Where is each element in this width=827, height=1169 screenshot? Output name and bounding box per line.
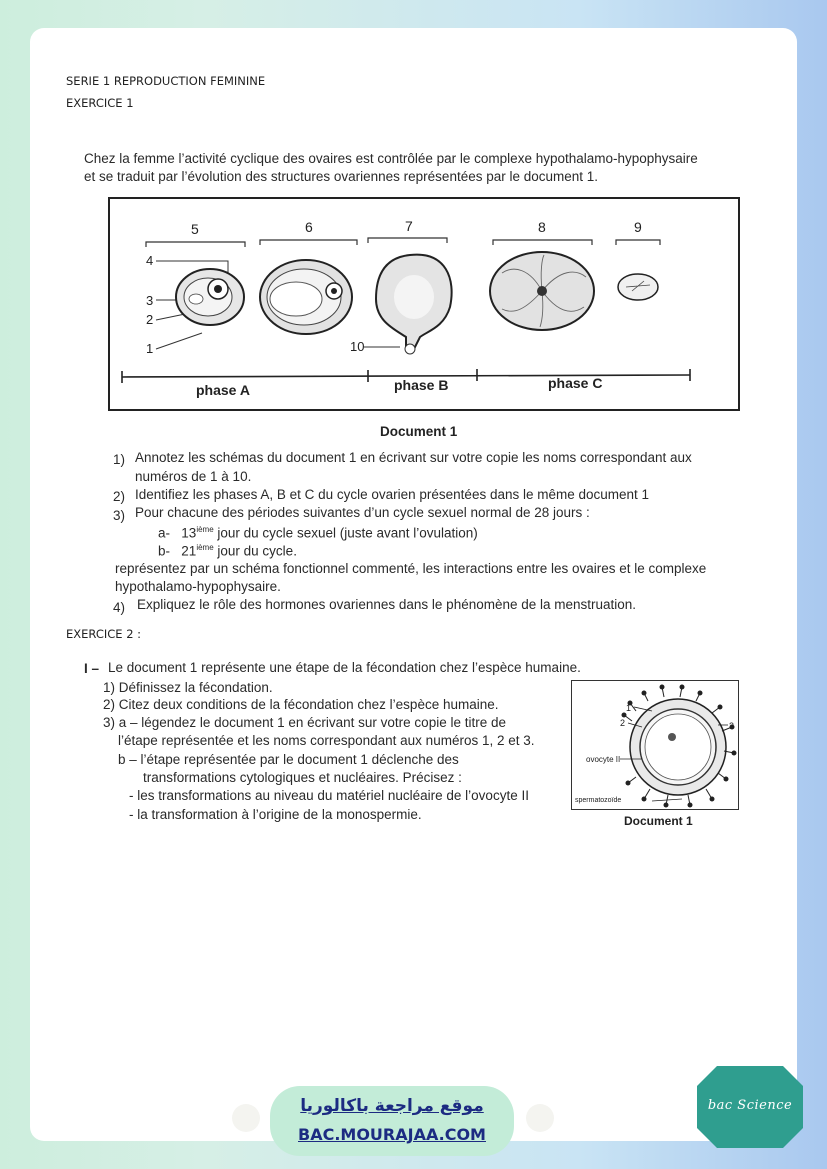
fertilization-drawing xyxy=(572,681,737,808)
ex2-part-label: I – xyxy=(84,661,100,676)
q3b-day: 21 xyxy=(181,543,197,559)
badge-text: bac Science xyxy=(707,1098,793,1113)
ex2-q3a-line2: l’étape représentée et les noms correspondant aux numéros 1, 2 et 3. xyxy=(118,733,535,748)
doc2-title: Document 1 xyxy=(624,814,693,828)
ex2-q1: 1) Définissez la fécondation. xyxy=(103,680,273,695)
series-title: SERIE 1 REPRODUCTION FEMININE xyxy=(66,74,266,88)
ex1-intro-line2: et se traduit par l’évolution des structures ovariennes représentées par le document 1. xyxy=(84,169,599,184)
q4-text: Expliquez le rôle des hormones ovariennes dans le phénomène de la menstruation. xyxy=(137,597,637,612)
q3b-text: jour du cycle. xyxy=(213,543,297,559)
ex2-q2: 2) Citez deux conditions de la fécondation chez l’espèce humaine. xyxy=(103,697,499,712)
q1-line1: Annotez les schémas du document 1 en écrivant sur votre copie les noms correspondant aux xyxy=(135,450,692,465)
ex2-q3b-item1: - les transformations au niveau du matériel nucléaire de l’ovocyte II xyxy=(129,788,529,803)
fert-label-1: 1 xyxy=(626,703,632,713)
q1-number: 1) xyxy=(113,452,126,467)
label-1: 1 xyxy=(146,341,154,356)
footer-site-link[interactable]: BAC.MOURAJAA.COM xyxy=(298,1125,486,1144)
doc1-title: Document 1 xyxy=(380,424,458,439)
q3-text: Pour chacune des périodes suivantes d’un cycle sexuel normal de 28 jours : xyxy=(135,505,590,520)
q2-text: Identifiez les phases A, B et C du cycle ovarien présentées dans le même document 1 xyxy=(135,487,650,502)
q3a-prefix: a- xyxy=(158,525,171,541)
ex1-intro-line1: Chez la femme l’activité cyclique des ovaires est contrôlée par le complexe hypothalamo-hypophysaire xyxy=(84,151,698,166)
q3b-sup: ième xyxy=(196,543,214,552)
label-6: 6 xyxy=(305,219,313,235)
logo-right-icon xyxy=(526,1104,554,1132)
follicle-6 xyxy=(260,260,352,334)
corpus-luteum-8 xyxy=(490,252,594,330)
ovulating-follicle-7 xyxy=(376,255,452,354)
footer-arabic-link[interactable]: موقع مراجعة باكالوريا xyxy=(300,1096,484,1116)
corpus-albicans-9 xyxy=(618,274,658,300)
q3a-sup: ième xyxy=(196,525,214,534)
label-10: 10 xyxy=(350,339,365,354)
phase-c-label: phase C xyxy=(548,375,603,391)
phase-b-label: phase B xyxy=(394,377,449,393)
exercise-1-heading: EXERCICE 1 xyxy=(66,96,134,110)
ex2-intro: Le document 1 représente une étape de la fécondation chez l’espèce humaine. xyxy=(108,660,581,675)
q3-number: 3) xyxy=(113,508,126,523)
label-3: 3 xyxy=(146,293,154,308)
ex2-q3b-item2: - la transformation à l’origine de la monospermie. xyxy=(129,807,422,822)
q3b-prefix: b- xyxy=(158,543,171,559)
label-2: 2 xyxy=(146,312,154,327)
ovarian-cycle-figure xyxy=(108,197,740,411)
fert-label-3: 3 xyxy=(729,721,735,731)
follicle-5 xyxy=(176,269,244,325)
ex2-q3a-line1: 3) a – légendez le document 1 en écrivant sur votre copie le titre de xyxy=(103,715,506,730)
label-8: 8 xyxy=(538,219,546,235)
label-9: 9 xyxy=(634,219,642,235)
q3a-text: jour du cycle sexuel (juste avant l’ovulation) xyxy=(213,525,478,541)
q3a-day: 13 xyxy=(181,525,197,541)
oocyte-label: ovocyte II xyxy=(586,755,621,764)
fertilization-figure xyxy=(571,680,739,810)
label-5: 5 xyxy=(191,221,199,237)
q3a xyxy=(158,525,478,541)
q4-number: 4) xyxy=(113,600,126,615)
q2-number: 2) xyxy=(113,489,126,504)
label-4: 4 xyxy=(146,253,154,268)
sperm-label: spermatozoïde xyxy=(575,797,622,804)
fert-label-2: 2 xyxy=(620,718,626,728)
ex2-q3b-line1: b – l’étape représentée par le document 1 déclenche des xyxy=(118,752,459,767)
q3-cont-line1: représentez par un schéma fonctionnel commenté, les interactions entre les ovaires et le complexe xyxy=(115,561,707,576)
q1-line2: numéros de 1 à 10. xyxy=(135,469,252,484)
q3b xyxy=(158,543,297,559)
ex2-q3b-line2: transformations cytologiques et nucléaires. Précisez : xyxy=(143,770,462,785)
logo-left-icon xyxy=(232,1104,260,1132)
q3-cont-line2: hypothalamo-hypophysaire. xyxy=(115,579,281,594)
label-7: 7 xyxy=(405,218,413,234)
exercise-2-heading: EXERCICE 2 : xyxy=(66,627,142,641)
ovarian-cycle-drawing xyxy=(110,199,742,413)
phase-a-label: phase A xyxy=(196,382,250,398)
